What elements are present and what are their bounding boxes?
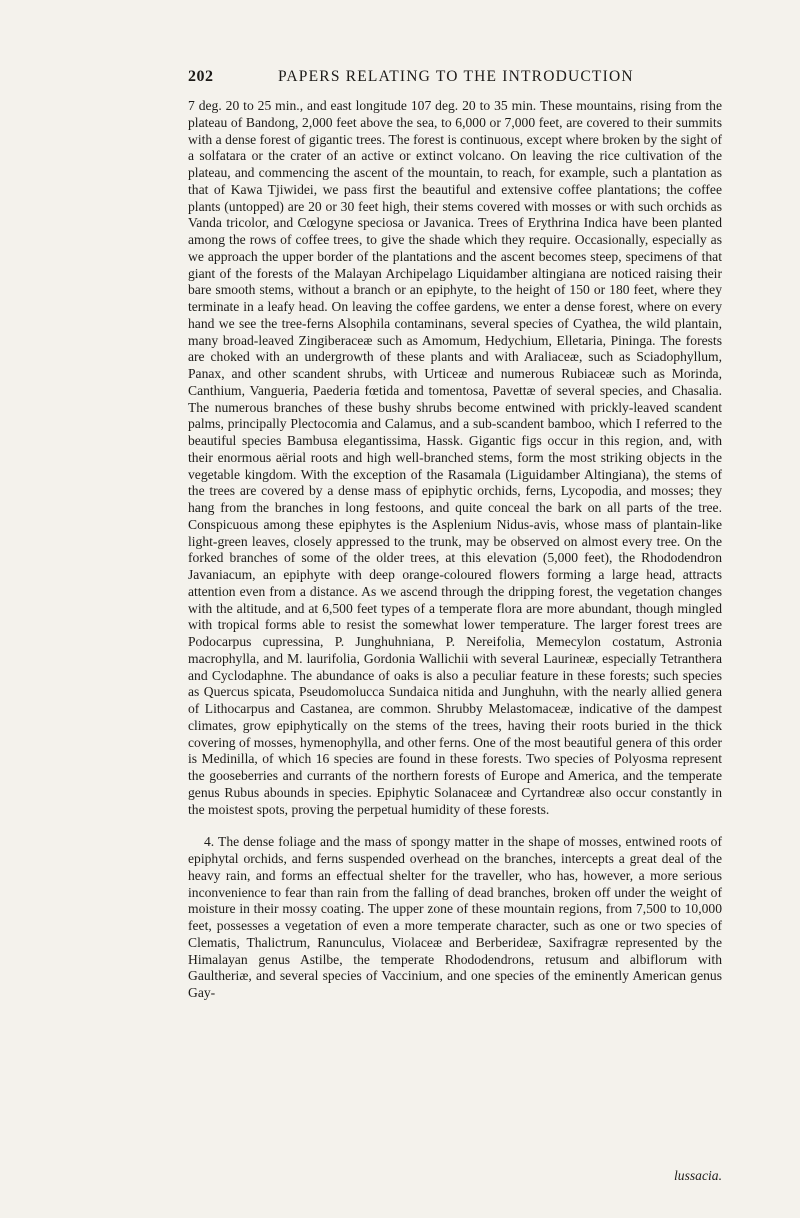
- running-head: PAPERS RELATING TO THE INTRODUCTION: [278, 68, 634, 85]
- body-text: [188, 98, 722, 1002]
- page-header: [0, 68, 800, 94]
- paragraph-4: 4. The dense foliage and the mass of spongy matter in the shape of mosses, entwined roots of epiphytal orchids, and ferns suspended overhead on the branches, intercepts a great deal of the heavy rain, and forms an effectual shelter for the traveller, who has, however, a more serious inconvenience to fear than rain from the falling of dead branches, broken off under the weight of moisture in their mossy coating. The upper zone of these mountain regions, from 7,500 to 10,000 feet, possesses a vegetation of even a more temperate character, such as one or two species of Clematis, Thalictrum, Ranunculus, Violaceæ and Berberideæ, Saxifragræ represented by the Himalayan genus Astilbe, the temperate Rhododendrons, retusum and albiflorum with Gaultheriæ, and several species of Vaccinium, and one species of the eminently American genus Gay-: [188, 834, 722, 1000]
- catchword: lussacia.: [674, 1168, 722, 1183]
- paragraph-3-continued: 7 deg. 20 to 25 min., and east longitude 107 deg. 20 to 35 min. These mountains, rising from the plateau of Bandong, 2,000 feet above the sea, to 6,000 or 7,000 feet, are covered to their summits with a dense forest of gigantic trees. The forest is continuous, except where broken by the sight of a solfatara or the crater of an active or extinct volcano. On leaving the rice cultivation of the plateau, and commencing the ascent of the mountain, to reach, for example, such a plantation as that of Kawa Tjiwidei, we pass first the beautiful and extensive coffee plantations; the coffee plants (untopped) are 20 or 30 feet high, their stems covered with mosses or with such orchids as Vanda tricolor, and Cœlogyne speciosa or Javanica. Trees of Erythrina Indica have been planted among the rows of coffee trees, to give the shade which they require. Occasionally, especially as we approach the upper border of the plantations and the ascent becomes steep, specimens of that giant of the forests of the Malayan Archipelago Liquidamber altingiana are noticed raising their bare smooth stems, without a branch or an epiphyte, to the height of 150 or 180 feet, where they terminate in a leafy head. On leaving the coffee gardens, we enter a dense forest, where on every hand we see the tree-ferns Alsophila contaminans, several species of Cyathea, the wild plantain, many broad-leaved Zingiberaceæ such as Amomum, Hedychium, Elletaria, Pininga. The forests are choked with an undergrowth of these plants and with Araliaceæ, such as Sciadophyllum, Panax, and other scandent shrubs, with Urticeæ and numerous Rubiaceæ such as Morinda, Canthium, Vangueria, Paederia fœtida and tomentosa, Pavettæ of several species, and Chasalia. The numerous branches of these bushy shrubs become entwined with prickly-leaved scandent palms, principally Plectocomia and Calamus, and a sub-scandent bamboo, which I referred to the beautiful species Bambusa elegantissima, Hassk. Gigantic figs occur in this region, and, with their enormous aërial roots and high well-branched stems, form the most striking objects in the vegetable kingdom. With the exception of the Rasamala (Liguidamber Altingiana), the stems of the trees are covered by a dense mass of epiphytic orchids, ferns, Lycopodia, and mosses; they hang from the branches in long festoons, and quite conceal the bark on all parts of the tree. Conspicuous among these epiphytes is the Asplenium Nidus-avis, whose mass of plantain-like light-green leaves, closely appressed to the trunk, may be observed on almost every tree. On the forked branches of some of the older trees, at this elevation (5,000 feet), the Rhododendron Javaniacum, an epiphyte with deep orange-coloured flowers forming a large head, attracts attention even from a distance. As we ascend through the dripping forest, the vegetation changes with the altitude, and at 6,500 feet types of a temperate flora are more abundant, though mingled with tropical forms able to resist the somewhat lower temperature. The larger forest trees are Podocarpus cupressina, P. Junghuhniana, P. Nereifolia, Memecylon costatum, Astronia macrophylla, and M. laurifolia, Gordonia Wallichii with several Laurineæ, especially Tetranthera and Cyclodaphne. The abundance of oaks is also a peculiar feature in these forests; such species as Quercus spicata, Pseudomolucca Sundaica nitida and Junghuhn, with the nearly allied genera of Lithocarpus and Castanea, are common. Shrubby Melastomaceæ, indicative of the dampest climates, grow epiphytically on the stems of the trees, having their roots buried in the thick covering of mosses, hymenophylla, and other ferns. One of the most beautiful genera of this order is Medinilla, of which 16 species are found in these forests. Two species of Polyosma represent the gooseberries and currants of the northern forests of Europe and America, and the temperate genus Rubus abounds in species. Epiphytic Solanaceæ and Cyrtandreæ also occur constantly in the moistest spots, proving the perpetual humidity of these forests.: [188, 98, 722, 817]
- page-number: 202: [188, 68, 214, 85]
